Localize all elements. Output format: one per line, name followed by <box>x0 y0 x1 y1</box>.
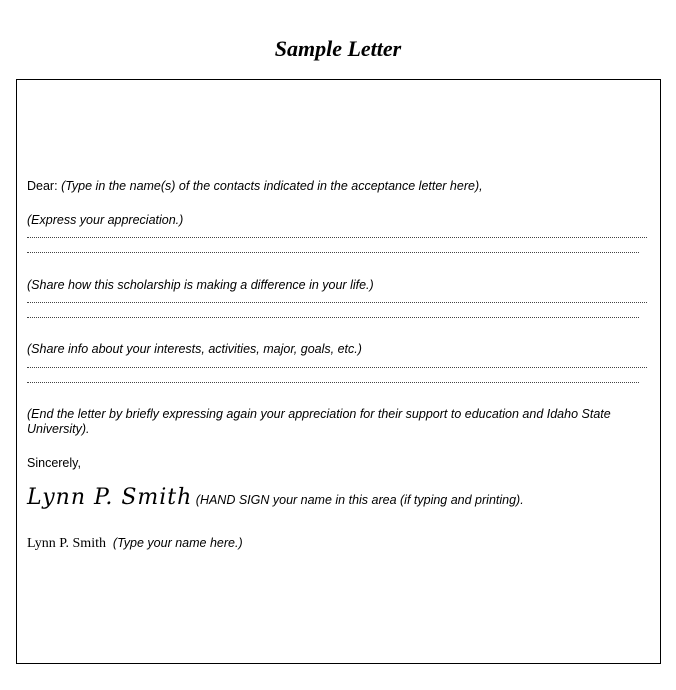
closing: Sincerely, <box>27 456 81 470</box>
salutation-line <box>27 179 483 193</box>
fill-line <box>27 317 639 319</box>
typed-name-hint: (Type your name here.) <box>112 536 243 550</box>
signature: Lynn P. Smith <box>27 485 193 510</box>
fill-line <box>27 252 639 254</box>
typed-name: Lynn P. Smith <box>27 536 106 551</box>
letter-box <box>16 79 661 664</box>
fill-line <box>27 302 647 304</box>
fill-line <box>27 237 647 239</box>
fill-line <box>27 367 647 369</box>
signature-hint: (HAND SIGN your name in this area (if typing and printing). <box>195 493 524 507</box>
fill-line <box>27 382 639 384</box>
salutation: Dear: <box>27 179 58 193</box>
typed-name-line <box>27 536 243 552</box>
closing-prompt: (End the letter by briefly expressing again your appreciation for their support to education and Idaho State University). <box>27 407 611 436</box>
page-title: Sample Letter <box>274 36 402 61</box>
section-prompt-difference: (Share how this scholarship is making a difference in your life.) <box>27 278 374 292</box>
section-prompt-appreciation: (Express your appreciation.) <box>27 213 184 227</box>
section-prompt-interests: (Share info about your interests, activities, major, goals, etc.) <box>27 342 362 356</box>
salutation-hint: (Type in the name(s) of the contacts indicated in the acceptance letter here), <box>61 179 483 193</box>
signature-line <box>27 485 524 510</box>
